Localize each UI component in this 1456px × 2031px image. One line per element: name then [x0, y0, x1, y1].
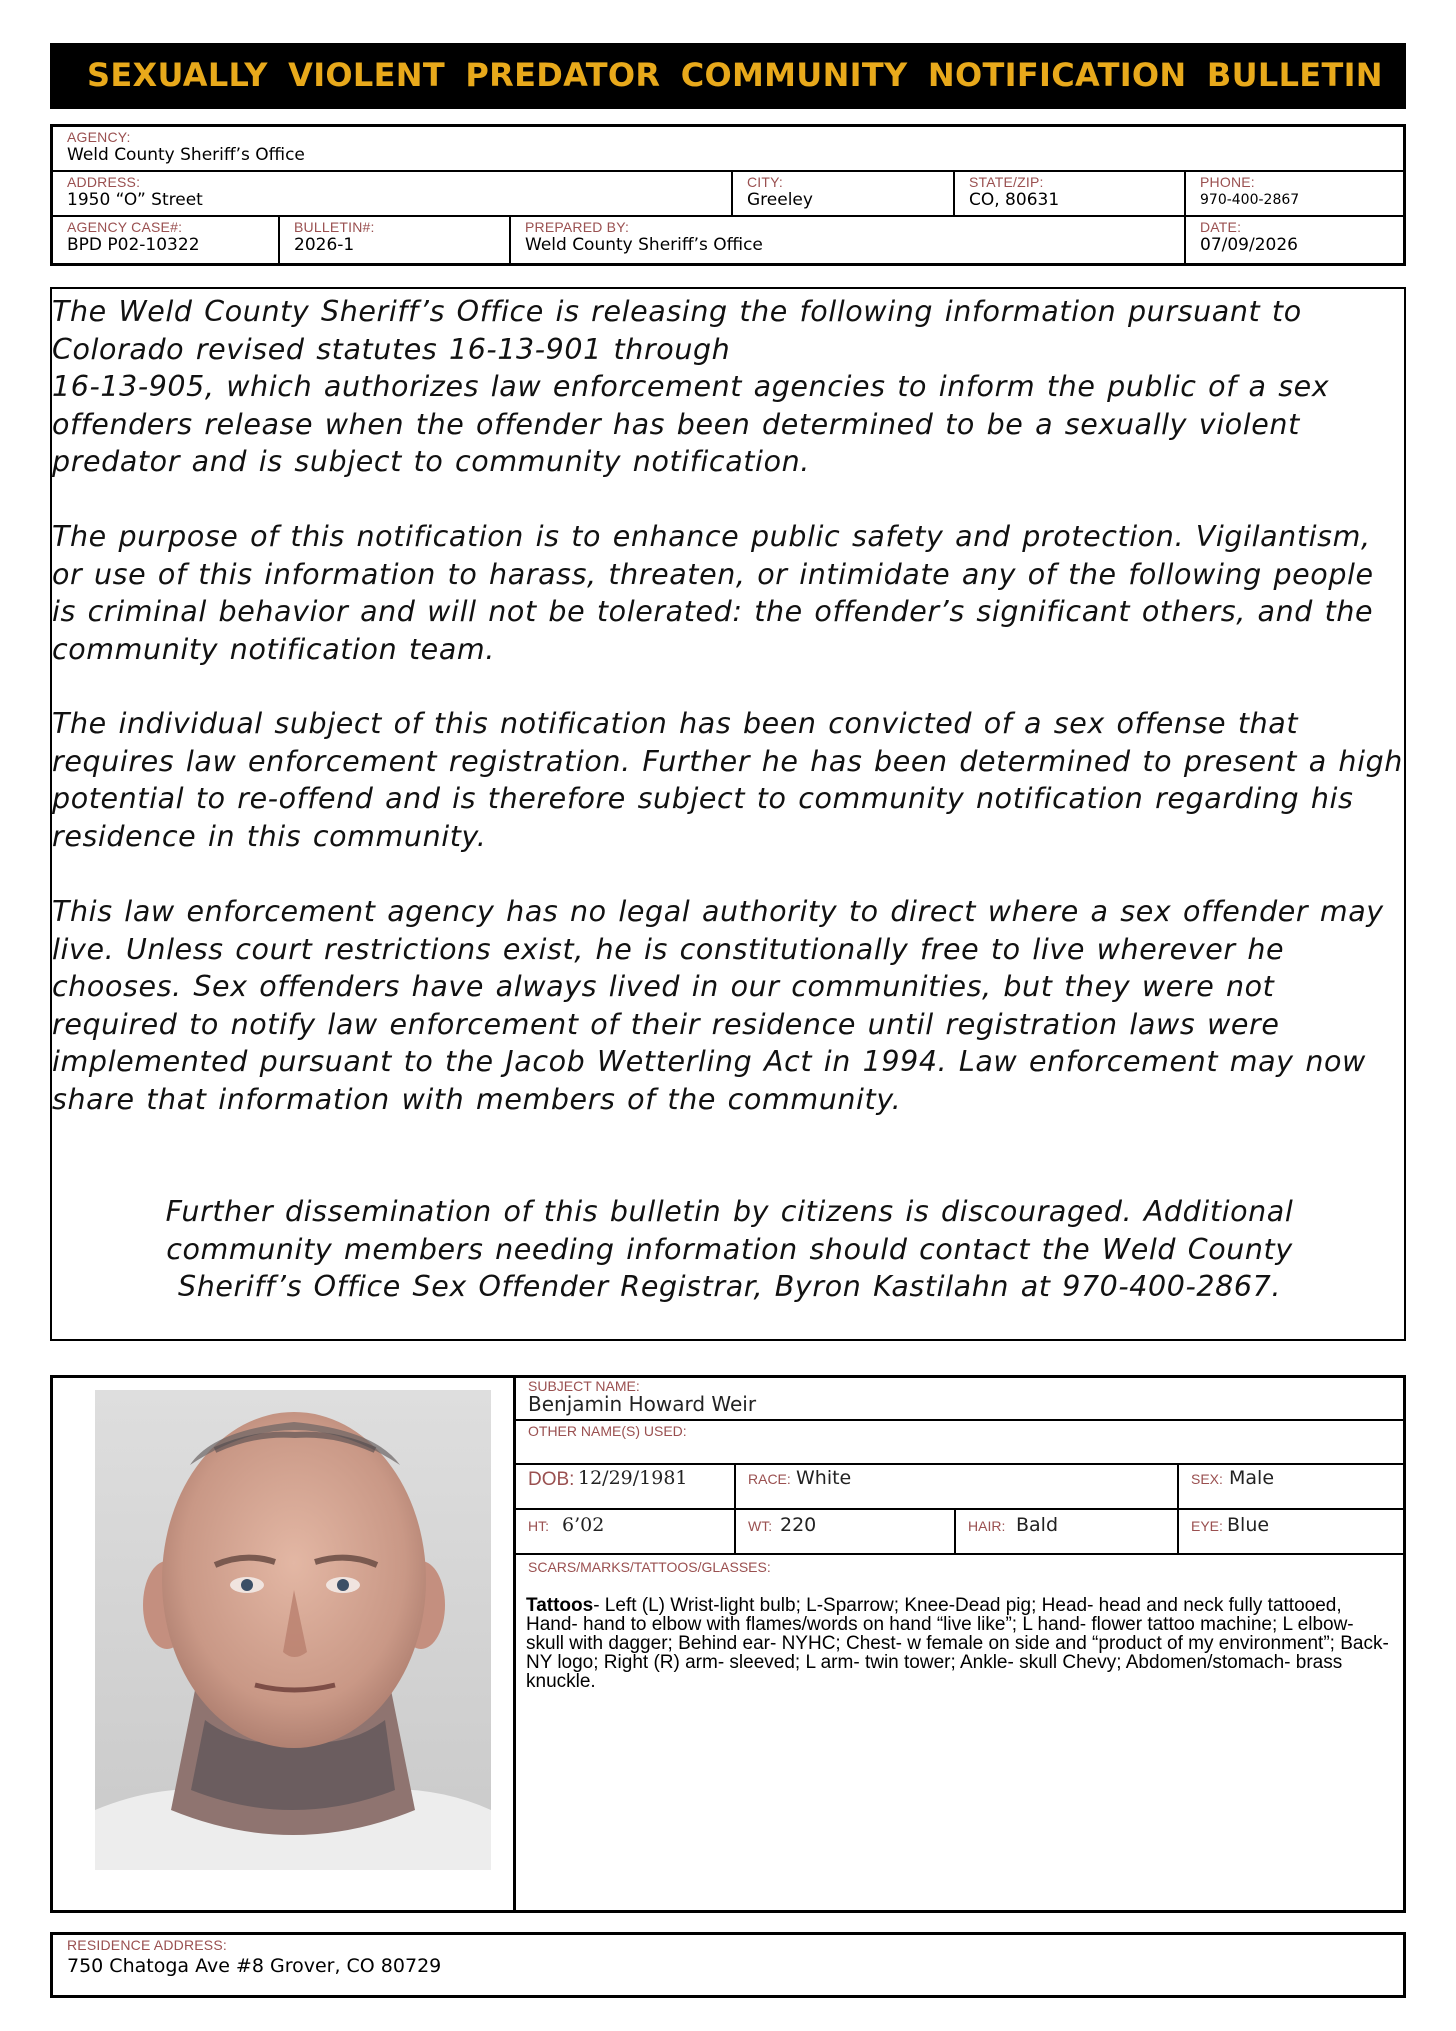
marks-section: [516, 1555, 1403, 1910]
phone-cell: [1186, 172, 1403, 217]
prepared-by-cell: [511, 217, 1186, 263]
marks-description: - Left (L) Wrist-light bulb; L-Sparrow; Knee-Dead pig; Head- head and neck fully tattooed, Hand- hand to elbow with flames/words on hand “live like”; L hand- flower tattoo machine; L elbow- skull with dagger; Behind ear- NYHC; Chest- w female on side and “product of my environment”; Back- NY logo; Right (R) arm- sleeved; L arm- twin tower; Ankle- skull Chevy; Abdomen/stomach- brass knuckle.: [526, 1595, 1389, 1692]
notice-box: [50, 287, 1406, 1341]
agency-info-box: [50, 124, 1406, 266]
dob-value: 12/29/1981: [578, 1467, 688, 1489]
subject-photo: [95, 1390, 491, 1870]
dob-label: DOB:: [528, 1469, 575, 1490]
date-label: DATE:: [1200, 219, 1242, 235]
bulletin-number-cell: [280, 217, 511, 263]
notice-paragraph-4: This law enforcement agency has no legal authority to direct where a sex offender may live. Unless court restrictions exist, he is constitutionally free to live wherever he chooses. Sex offenders have always lived in our communities, but they were not required to notify law enforcement of their residence until registration laws were implemented pursuant to the Jacob Wetterling Act in 1994. Law enforcement may now share that information with members of the community.: [52, 895, 1384, 1116]
state-zip-label: STATE/ZIP:: [969, 174, 1044, 190]
dob-race-sex-row: [516, 1465, 1403, 1510]
city-label: CITY:: [747, 174, 784, 190]
height-cell: [516, 1510, 736, 1553]
address-value: 1950 “O” Street: [67, 190, 203, 210]
prepared-by-value: Weld County Sheriff’s Office: [525, 235, 763, 255]
state-zip-cell: [955, 172, 1186, 217]
agency-case-cell: [53, 217, 280, 263]
dob-cell: [516, 1465, 736, 1508]
marks-lead: Tattoos: [526, 1595, 594, 1616]
phone-label: PHONE:: [1200, 174, 1255, 190]
residence-box: [50, 1932, 1406, 1998]
agency-cell: [53, 127, 1403, 172]
phone-value: 970-400-2867: [1200, 192, 1300, 208]
subject-name-value: Benjamin Howard Weir: [528, 1392, 757, 1416]
mugshot-image: [95, 1390, 491, 1870]
eye-value: Blue: [1227, 1514, 1270, 1536]
date-value: 07/09/2026: [1200, 235, 1298, 255]
hair-cell: [956, 1510, 1179, 1553]
notice-paragraph-3: The individual subject of this notification has been convicted of a sex offense that requires law enforcement registration. Further he has been determined to present a high potential to re-offend and is therefore subject to community notification regarding his residence in this community.: [52, 707, 1403, 853]
agency-case-value: BPD P02-10322: [67, 235, 200, 255]
sex-value: Male: [1229, 1467, 1275, 1489]
marks-label: SCARS/MARKS/TATTOOS/GLASSES:: [528, 1559, 771, 1575]
notice-contact-paragraph: Further dissemination of this bulletin by citizens is discouraged. Additional community members needing information should contact the Weld County Sheriff’s Office Sex Offender Registrar, Byron Kastilahn at 970-400-2867.: [165, 1195, 1294, 1303]
subject-box: [50, 1375, 1406, 1913]
address-label: ADDRESS:: [67, 174, 141, 190]
weight-cell: [736, 1510, 956, 1553]
eye-cell: [1179, 1510, 1403, 1553]
residence-label: RESIDENCE ADDRESS:: [67, 1937, 227, 1953]
hair-value: Bald: [1016, 1514, 1059, 1536]
city-cell: [733, 172, 955, 217]
race-label: RACE:: [748, 1471, 791, 1487]
other-names-row: [516, 1421, 1403, 1465]
sex-label: SEX:: [1191, 1471, 1223, 1487]
height-label: HT:: [528, 1518, 549, 1534]
race-cell: [736, 1465, 1179, 1508]
agency-label: AGENCY:: [67, 129, 131, 145]
residence-address: 750 Chatoga Ave #8 Grover, CO 80729: [67, 1955, 442, 1977]
prepared-by-label: PREPARED BY:: [525, 219, 630, 235]
sex-cell: [1179, 1465, 1403, 1508]
bulletin-banner: [50, 43, 1406, 109]
bulletin-title: SEXUALLY VIOLENT PREDATOR COMMUNITY NOTIFICATION BULLETIN: [87, 56, 1383, 94]
eye-label: EYE:: [1191, 1518, 1223, 1534]
subject-name-row: [516, 1378, 1403, 1421]
ht-wt-hair-eye-row: [516, 1510, 1403, 1555]
city-value: Greeley: [747, 190, 813, 210]
other-names-label: OTHER NAME(S) USED:: [528, 1423, 687, 1439]
notice-paragraph-1: The Weld County Sheriff’s Office is releasing the following information pursuant to Colorado revised statutes 16-13-901 through: [52, 295, 1302, 366]
state-zip-value: CO, 80631: [969, 190, 1060, 210]
height-value: 6’02: [562, 1514, 605, 1536]
subject-name-label: SUBJECT NAME:: [528, 1378, 640, 1394]
hair-label: HAIR:: [968, 1518, 1006, 1534]
agency-value: Weld County Sheriff’s Office: [67, 145, 305, 165]
marks-text: [526, 1596, 1396, 1691]
bulletin-number-value: 2026-1: [294, 235, 355, 255]
notice-paragraph-1-continued: 16-13-905, which authorizes law enforcement agencies to inform the public of a sex offenders release when the offender has been determined to be a sexually violent predator and is subject to community notification.: [52, 370, 1330, 478]
weight-value: 220: [780, 1514, 817, 1536]
weight-label: WT:: [748, 1518, 773, 1534]
notice-paragraph-2: The purpose of this notification is to enhance public safety and protection. Vigilantism, or use of this information to harass, threaten, or intimidate any of the following people is criminal behavior and will not be tolerated: the offender’s significant others, and the community notification team.: [52, 520, 1374, 666]
bulletin-number-label: BULLETIN#:: [294, 219, 375, 235]
agency-case-label: AGENCY CASE#:: [67, 219, 183, 235]
race-value: White: [796, 1467, 852, 1489]
address-cell: [53, 172, 733, 217]
date-cell: [1186, 217, 1403, 263]
